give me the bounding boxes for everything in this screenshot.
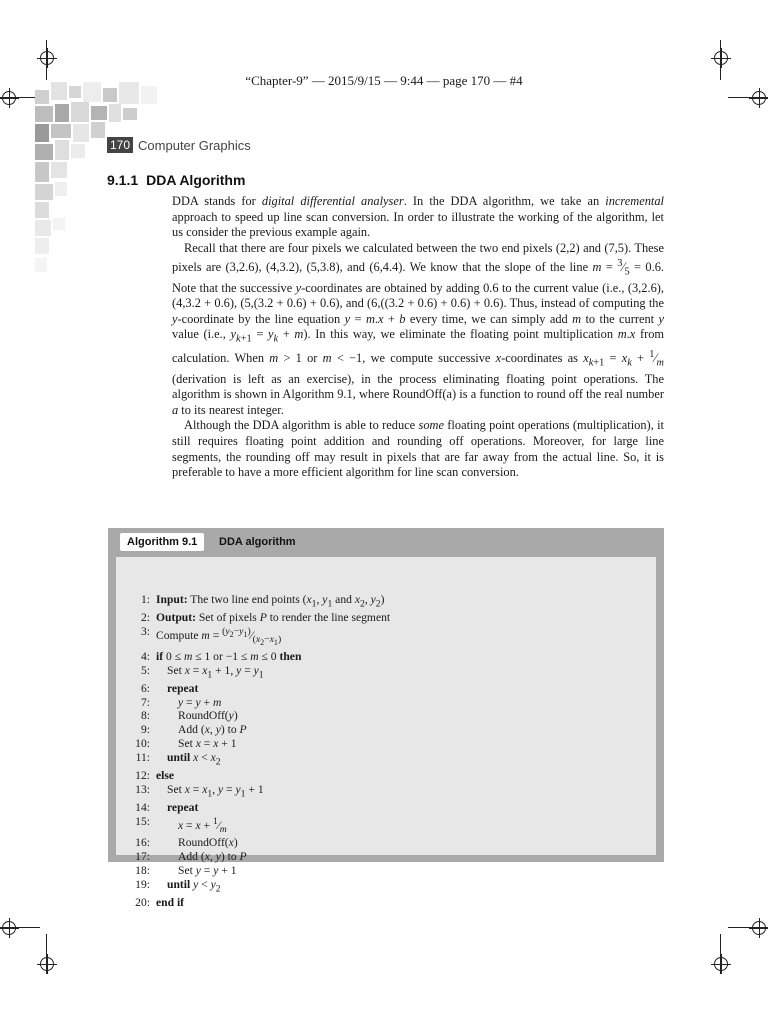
algorithm-line: 13: Set $x = x_1$, $y = y_1 + 1$: [135, 782, 264, 799]
algorithm-line: 11: until $x < x_2$: [135, 750, 221, 767]
algorithm-body: [116, 557, 656, 909]
registration-mark-icon: [714, 51, 728, 65]
page-number: 170: [107, 137, 133, 153]
algorithm-line: 1: Input: The two line end points ($x_1$, $y_1$ and $x_2$, $y_2$): [140, 593, 385, 610]
algorithm-line: 16: RoundOff(x): [135, 836, 238, 850]
paragraph: Recall that there are four pixels we calculated between the two end pixels (2,2) and (7,5). These pixels are (3,2.6), (4,3.2), (5,3.8), and (6,4.4). We know that the slope of the line $m = ^3⁄_5 = 0.6$. Note that the successive y-coordinates are obtained by adding 0.6 to the current value (i.e., (3,2.6), (4,3.2 + 0.6), (5,(3.2 + 0.6) + 0.6), and (6,((3.2 + 0.6) + 0.6) + 0.6). Thus, instead of computing the y-coordinate by the line equation y = m.x + b every time, we can simply add m to the current y value (i.e., $y_{k+1} = y_k + m$). In this way, we eliminate the floating point multiplication m.x from calculation. When m > 1 or m < −1, we compute successive x-coordinates as $x_{k+1} = x_k$ + $^1⁄_m$ (derivation is left as an exercise), in the process eliminating floating point operations. The algorithm is shown in Algorithm 9.1, where RoundOff(a) is a function to round off the real number a to its nearest integer.: [172, 240, 665, 417]
algorithm-line: 14: repeat: [135, 800, 199, 814]
algorithm-line: 18: Set y = y + 1: [135, 864, 237, 878]
algorithm-steps: [116, 593, 390, 910]
algorithm-line: 9: Add (x, y) to P: [140, 723, 247, 737]
algorithm-line: 7: y = y + m: [140, 695, 222, 709]
page-slug: “Chapter-9” — 2015/9/15 — 9:44 — page 170 — #4: [245, 73, 523, 88]
registration-mark-icon: [2, 921, 16, 935]
running-head: [107, 137, 251, 153]
registration-mark-icon: [40, 51, 54, 65]
algorithm-label: Algorithm 9.1: [120, 533, 204, 551]
section-heading: [107, 172, 245, 188]
paragraph: Although the DDA algorithm is able to reduce some floating point operations (multiplication), it still requires floating point addition and rounding off operations. Moreover, for large line segments, the rounding off may result in pixels that are far away from the actual line. So, it is preferable to have a more efficient algorithm for line scan conversion.: [172, 418, 664, 480]
registration-mark-icon: [714, 957, 728, 971]
algorithm-line: 3: Compute $m = ^{(y_2-y_1)}⁄_{(x_2-x_1)}$: [140, 624, 282, 647]
algorithm-line: 12: else: [135, 768, 175, 782]
algorithm-line: 17: Add (x, y) to P: [135, 850, 247, 864]
section-number: 9.1.1: [107, 172, 139, 188]
algorithm-line: 20: end if: [135, 895, 185, 909]
algorithm-line: 8: RoundOff(y): [140, 709, 238, 723]
algorithm-line: 4: if 0 ≤ m ≤ 1 or −1 ≤ m ≤ 0 then: [140, 649, 302, 663]
algorithm-line: 10: Set x = x + 1: [135, 736, 237, 750]
algorithm-caption: DDA algorithm: [219, 536, 296, 548]
algorithm-line: 5: Set $x = x_1 + 1$, $y = y_1$: [140, 663, 264, 680]
body-text: [172, 194, 664, 481]
algorithm-line: 19: until $y < y_2$: [135, 877, 221, 895]
algorithm-line: 15: $x = x + ^1⁄_m$: [135, 814, 227, 835]
algorithm-box: [108, 528, 664, 909]
algorithm-line: 6: repeat: [140, 681, 199, 695]
registration-mark-icon: [2, 91, 16, 105]
registration-mark-icon: [40, 957, 54, 971]
paragraph: DDA stands for digital differential analyser. In the DDA algorithm, we take an incremental approach to speed up line scan conversion. In order to illustrate the working of the algorithm, let us consider the previous example again.: [172, 194, 664, 240]
registration-mark-icon: [752, 91, 766, 105]
running-head-title: Computer Graphics: [138, 137, 251, 153]
registration-mark-icon: [752, 921, 766, 935]
algorithm-line: 2: Output: Set of pixels P to render the line segment: [140, 611, 391, 625]
section-title: DDA Algorithm: [146, 172, 246, 188]
